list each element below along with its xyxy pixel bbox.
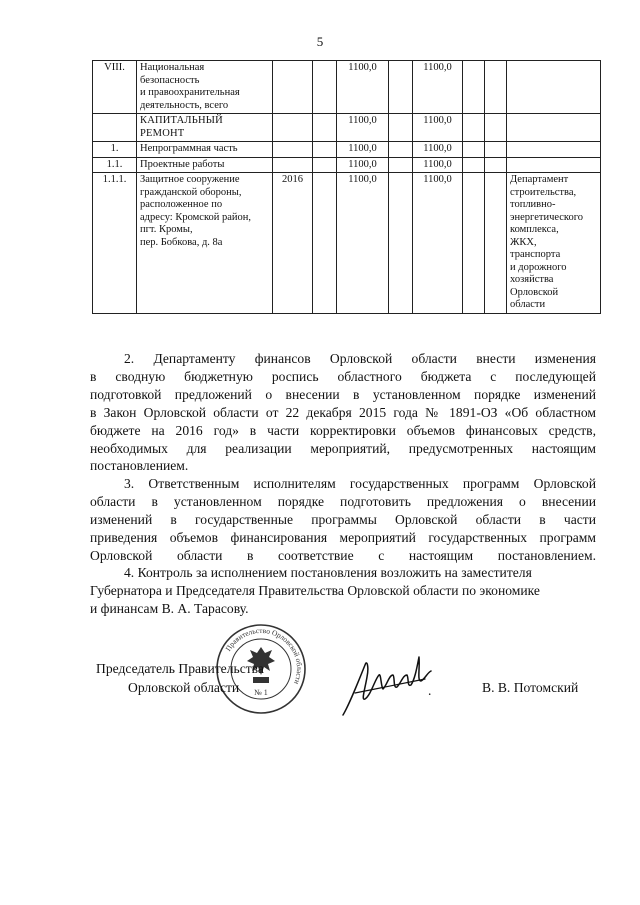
page-number: 5 [316,34,324,49]
row-year [273,114,313,142]
seal-number: № 1 [254,688,268,697]
row-blank-cell [485,157,507,173]
row-name-line: пер. Бобкова, д. 8а [140,236,223,248]
row-name-line: расположенное по [140,199,223,210]
paragraph-line: Орловской области в соответствие с настоящим постановлением. [90,547,596,563]
row-amount-2 [413,142,463,158]
row-amount-2-text: 1100,0 [423,174,452,185]
row-amount-1-text: 1100,0 [348,158,377,170]
row-code-text: 1. [110,143,119,154]
row-blank-cell [313,114,337,142]
row-code-text: VIII. [104,62,125,73]
row-blank-cell [485,61,507,114]
signatory-title-line1: Председатель Правительства [96,661,264,676]
table-row [93,173,601,314]
row-name [137,61,273,114]
row-amount-1 [337,173,389,314]
row-executor-line: энергетического [510,211,584,223]
seal-ring-text: Правительство Орловской области [223,625,305,686]
row-executor [507,114,601,142]
row-amount-1 [337,157,389,173]
row-name-line: Непрограммная часть [140,143,238,154]
row-executor [507,173,601,314]
row-amount-2-text: 1100,0 [423,115,452,126]
row-name-line: КАПИТАЛЬНЫЙ [140,115,223,126]
row-executor [507,61,601,114]
row-blank-cell [389,61,413,114]
row-executor-line: Орловской [510,286,559,298]
row-amount-1-text: 1100,0 [348,143,377,154]
paragraph-line: 2. Департаменту финансов Орловской области внести изменения [124,351,596,366]
row-blank-cell [463,173,485,314]
row-name-line: деятельность, всего [140,99,229,111]
row-executor-line: Департамент [510,174,569,185]
row-executor-line: и дорожного [510,261,567,273]
row-name-line: Национальная [140,62,205,73]
row-name-line: Проектные работы [140,158,225,170]
row-name [137,157,273,173]
row-name-line: пгт. Кромы, [140,224,193,235]
row-executor [507,157,601,173]
row-name-line: гражданской обороны, [140,186,242,198]
row-executor [507,142,601,158]
paragraph-line: в Закон Орловской области от 22 декабря 2015 года № 1891-ОЗ «Об областном [90,404,596,420]
row-amount-1-text: 1100,0 [348,174,377,185]
row-amount-2-text: 1100,0 [423,143,452,154]
row-blank-cell [485,114,507,142]
table-row [93,157,601,173]
paragraph-line: подготовкой предложений о внесении в установленном порядке изменений [90,386,596,402]
row-amount-1 [337,61,389,114]
row-blank-cell [463,142,485,158]
row-year-text: 2016 [282,174,303,185]
row-year [273,157,313,173]
row-name [137,173,273,314]
row-executor-line: транспорта [510,249,561,260]
row-name-line: РЕМОНТ [140,127,185,139]
handwritten-signature [335,645,435,725]
row-amount-2 [413,114,463,142]
table-row [93,142,601,158]
row-code-text: 1.1.1. [102,174,127,185]
paragraph-2 [90,350,596,475]
row-blank-cell [389,114,413,142]
row-name [137,142,273,158]
row-blank-cell [313,157,337,173]
row-amount-1 [337,114,389,142]
paragraph-line: постановлением. [90,458,189,474]
row-code [93,114,137,142]
row-blank-cell [485,142,507,158]
paragraph-line: Губернатора и Председателя Правительства Орловской области по экономике [90,582,540,598]
signatory-title-line2: Орловской области [128,680,240,695]
row-code-text: 1.1. [106,158,123,170]
table-row [93,61,601,114]
row-amount-2-text: 1100,0 [423,62,452,73]
row-blank-cell [389,173,413,314]
paragraph-4 [90,564,596,618]
signatory-name: В. В. Потомский [482,680,579,695]
row-executor-line: области [510,299,546,310]
row-name-line: Защитное сооружение [140,174,240,185]
paragraph-line: области в установленном порядке подготовить предложения о внесении [90,493,596,509]
row-blank-cell [485,173,507,314]
row-blank-cell [463,61,485,114]
paragraph-line: 3. Ответственным исполнителям государственных программ Орловской [124,476,596,491]
row-amount-1-text: 1100,0 [348,62,377,73]
row-executor-line: хозяйства [510,274,554,285]
row-amount-2 [413,173,463,314]
row-executor-line: комплекса, [510,224,559,235]
row-blank-cell [463,157,485,173]
budget-table [92,60,601,314]
row-name-line: адресу: Кромской район, [140,211,252,223]
row-name-line: безопасность [140,74,200,86]
paragraph-line: изменений в государственные программы Орловской области в части [90,511,596,527]
row-amount-2-text: 1100,0 [423,158,452,170]
row-name-line: и правоохранительная [140,87,240,98]
row-code [93,173,137,314]
row-blank-cell [313,61,337,114]
paragraph-line: в сводную бюджетную роспись областного бюджета с последующей [90,368,596,384]
paragraph-3 [90,475,596,565]
row-executor-line: строительства, [510,186,577,198]
row-blank-cell [389,142,413,158]
paragraph-line: 4. Контроль за исполнением постановления возложить на заместителя [124,565,532,580]
row-amount-2 [413,61,463,114]
paragraph-line: бюджете на 2016 год» в части корректировки объемов финансовых средств, [90,422,596,438]
paragraph-line: и финансам В. А. Тарасову. [90,600,249,616]
table-row [93,114,601,142]
row-amount-1-text: 1100,0 [348,115,377,126]
row-year [273,173,313,314]
signature-dot: . [428,683,432,698]
row-code [93,61,137,114]
row-code [93,142,137,158]
row-name [137,114,273,142]
row-blank-cell [313,142,337,158]
row-blank-cell [389,157,413,173]
paragraph-line: приведения объемов финансирования мероприятий государственных программ [90,529,596,545]
row-code [93,157,137,173]
row-year [273,142,313,158]
paragraph-line: необходимых для реализации мероприятий, предусмотренных настоящим [90,440,596,456]
row-amount-2 [413,157,463,173]
row-blank-cell [313,173,337,314]
row-blank-cell [463,114,485,142]
row-amount-1 [337,142,389,158]
row-year [273,61,313,114]
row-executor-line: ЖКХ, [510,236,537,248]
row-executor-line: топливно- [510,199,556,210]
